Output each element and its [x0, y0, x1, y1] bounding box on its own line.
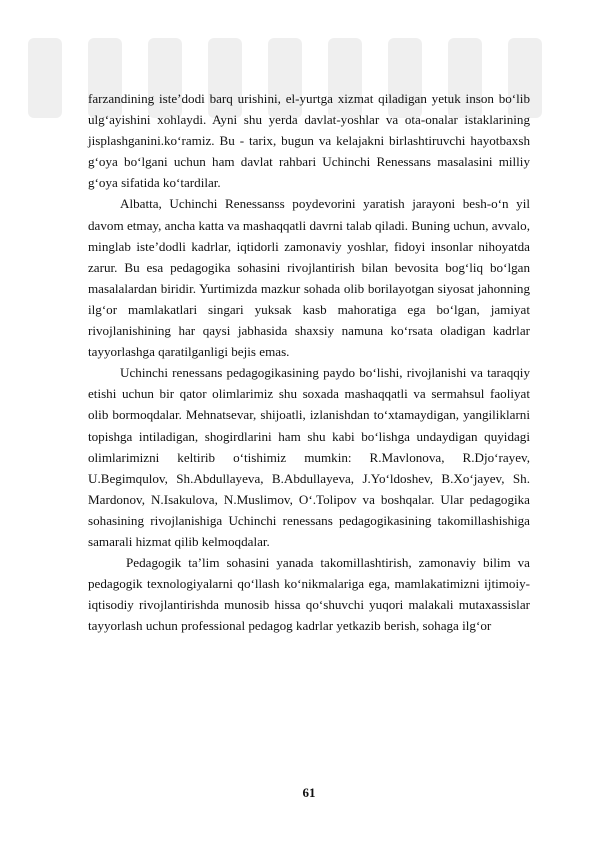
page-number: 61	[302, 785, 316, 800]
body-text	[88, 88, 530, 636]
paragraph-4: Pedagogik ta’lim sohasini yanada takomillashtirish, zamonaviy bilim va pedagogik texnologiyalarni qo‘llash ko‘nikmalariga ega, mamlakatimizni ijtimoiy-iqtisodiy rivojlantirishda munosib hissa qo‘shuvchi yuqori malakali mutaxassislar tayyorlash uchun professional pedagog kadrlar yetkazib berish, sohaga ilg‘or	[88, 555, 530, 634]
paragraph-3: Uchinchi renessans pedagogikasining paydo bo‘lishi, rivojlanishi va taraqqiy etishi uchun bir qator olimlarimiz shu soxada mashaqqatli va sermahsul faoliyat olib bormoqdalar. Mehnatsevar, shijoatli, izlanishdan to‘xtamaydigan, yangiliklarni topishga intiladigan, shogirdlarini ham shu kabi bo‘lishga undaydigan quyidagi olimlarimizni keltirib o‘tishimiz mumkin: R.Mavlonova, R.Djo‘rayev, U.Begimqulov, Sh.Abdullayeva, B.Abdullayeva, J.Yo‘ldoshev, B.Xo‘jayev, Sh. Mardonov, N.Isakulova, N.Muslimov, O‘.Tolipov va boshqalar. Ular pedagogika sohasining rivojlanishiga Uchinchi renessans pedagogikasining takomillashishiga samarali hizmat qilib kelmoqdalar.	[88, 365, 530, 549]
paragraph-2: Albatta, Uchinchi Renessanss poydevorini yaratish jarayoni besh-o‘n yil davom etmay, ancha katta va mashaqqatli davrni talab qiladi. Buning uchun, avvalo, minglab iste’dodli kadrlar, iqtidorli zamonaviy yoshlar, fidoyi insonlar nihoyatda zarur. Bu esa pedagogika sohasini rivojlantirish bilan bevosita bog‘liq bo‘lgan masalalardan biridir. Yurtimizda mazkur sohada olib borilayotgan siyosat jahonning ilg‘or mamlakatlari singari yuksak kasb mahoratiga ega bo‘lgan, jamiyat rivojlanishining har qaysi jabhasida shaxsiy namuna ko‘rsata oladigan kadrlar tayyorlashga qaratilganligi bejis emas.	[88, 196, 530, 360]
paragraph-1: farzandining iste’dodi barq urishini, el-yurtga xizmat qiladigan yetuk inson bo‘lib ulg‘ayishini xohlaydi. Ayni shu yerda davlat-yoshlar va ota-onalar istaklarining jisplashganini.ko‘ramiz. Bu - tarix, bugun va kelajakni birlashtiruvchi hayotbaxsh g‘oya bo‘lgani uchun ham davlat rahbari Uchinchi Renessans masalasini milliy g‘oya sifatida ko‘tardilar.	[88, 91, 530, 191]
